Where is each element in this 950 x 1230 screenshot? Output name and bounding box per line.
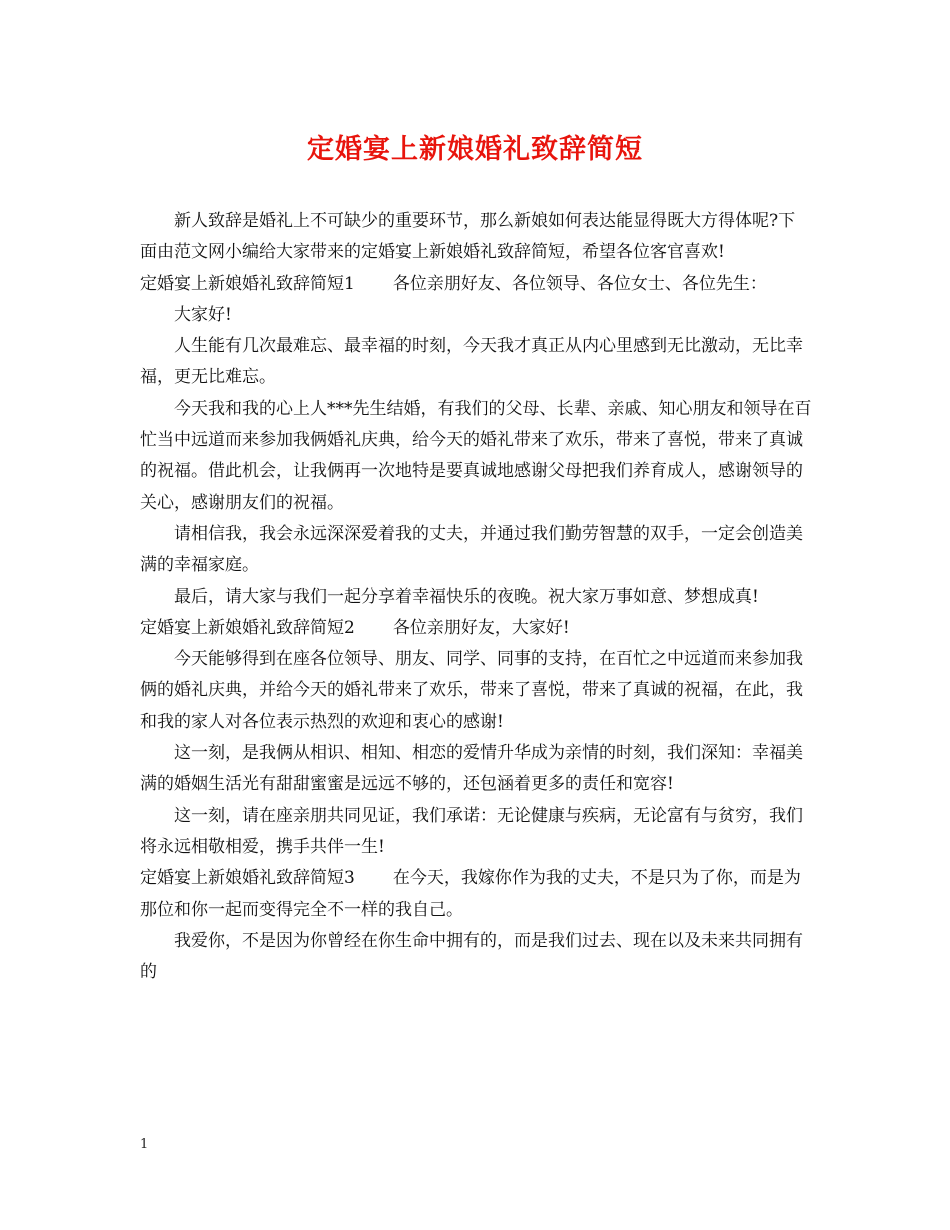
page-title: 定婚宴上新娘婚礼致辞简短 (307, 134, 643, 165)
section-1-paragraph-4: 请相信我，我会永远深深爱着我的丈夫，并通过我们勤劳智慧的双手，一定会创造美满的幸福家庭。 (140, 523, 803, 576)
section-1-paragraph-3: 今天我和我的心上人***先生结婚，有我们的父母、长辈、亲戚、知心朋友和领导在百忙当中远道而来参加我俩婚礼庆典，给今天的婚礼带来了欢乐，带来了喜悦，带来了真诚的祝福。借此机会，让我俩再一次地特是要真诚地感谢父母把我们养育成人，感谢领导的关心，感谢朋友们的祝福。 (140, 398, 812, 513)
intro-paragraph: 新人致辞是婚礼上不可缺少的重要环节，那么新娘如何表达能显得既大方得体呢?下面由范文网小编给大家带来的定婚宴上新娘婚礼致辞简短，希望各位客官喜欢! (140, 211, 796, 263)
section-3-paragraph-1: 我爱你，不是因为你曾经在你生命中拥有的，而是我们过去、现在以及未来共同拥有的 (140, 930, 803, 983)
section-2-heading: 定婚宴上新娘婚礼致辞简短2 (140, 617, 355, 638)
section-2-paragraph-2: 这一刻，是我俩从相识、相知、相恋的爱情升华成为亲情的时刻，我们深知：幸福美满的婚姻生活光有甜甜蜜蜜是远远不够的，还包涵着更多的责任和宽容! (140, 743, 803, 795)
section-1-paragraph-1: 大家好! (174, 304, 232, 325)
section-2-heading-line (140, 613, 812, 644)
section-2-paragraph-3: 这一刻，请在座亲朋共同见证，我们承诺：无论健康与疾病，无论富有与贫穷，我们将永远相敬相爱，携手共伴一生! (140, 805, 803, 857)
section-1-heading-line (140, 269, 812, 300)
section-1-opening: 各位亲朋好友、各位领导、各位女士、各位先生： (392, 273, 767, 294)
section-2-opening: 各位亲朋好友，大家好! (392, 617, 570, 638)
section-1-paragraph-5: 最后，请大家与我们一起分享着幸福快乐的夜晚。祝大家万事如意、梦想成真! (174, 586, 759, 607)
section-3-opening: 在今天，我嫁你作为我的丈夫，不是只为了你，而是为那位和你一起而变得完全不一样的我自己。 (140, 868, 801, 920)
section-1-paragraph-2: 人生能有几次最难忘、最幸福的时刻，今天我才真正从内心里感到无比激动，无比幸福，更无比难忘。 (140, 336, 803, 388)
section-3-heading: 定婚宴上新娘婚礼致辞简短3 (140, 868, 355, 889)
page-number: 1 (140, 1137, 149, 1152)
section-1-heading: 定婚宴上新娘婚礼致辞简短1 (140, 273, 355, 294)
section-2-paragraph-1: 今天能够得到在座各位领导、朋友、同学、同事的支持，在百忙之中远道而来参加我俩的婚礼庆典，并给今天的婚礼带来了欢乐，带来了喜悦，带来了真诚的祝福，在此，我和我的家人对各位表示热烈的欢迎和衷心的感谢! (140, 649, 803, 732)
section-3-heading-line (140, 863, 812, 926)
document-body (140, 206, 812, 988)
